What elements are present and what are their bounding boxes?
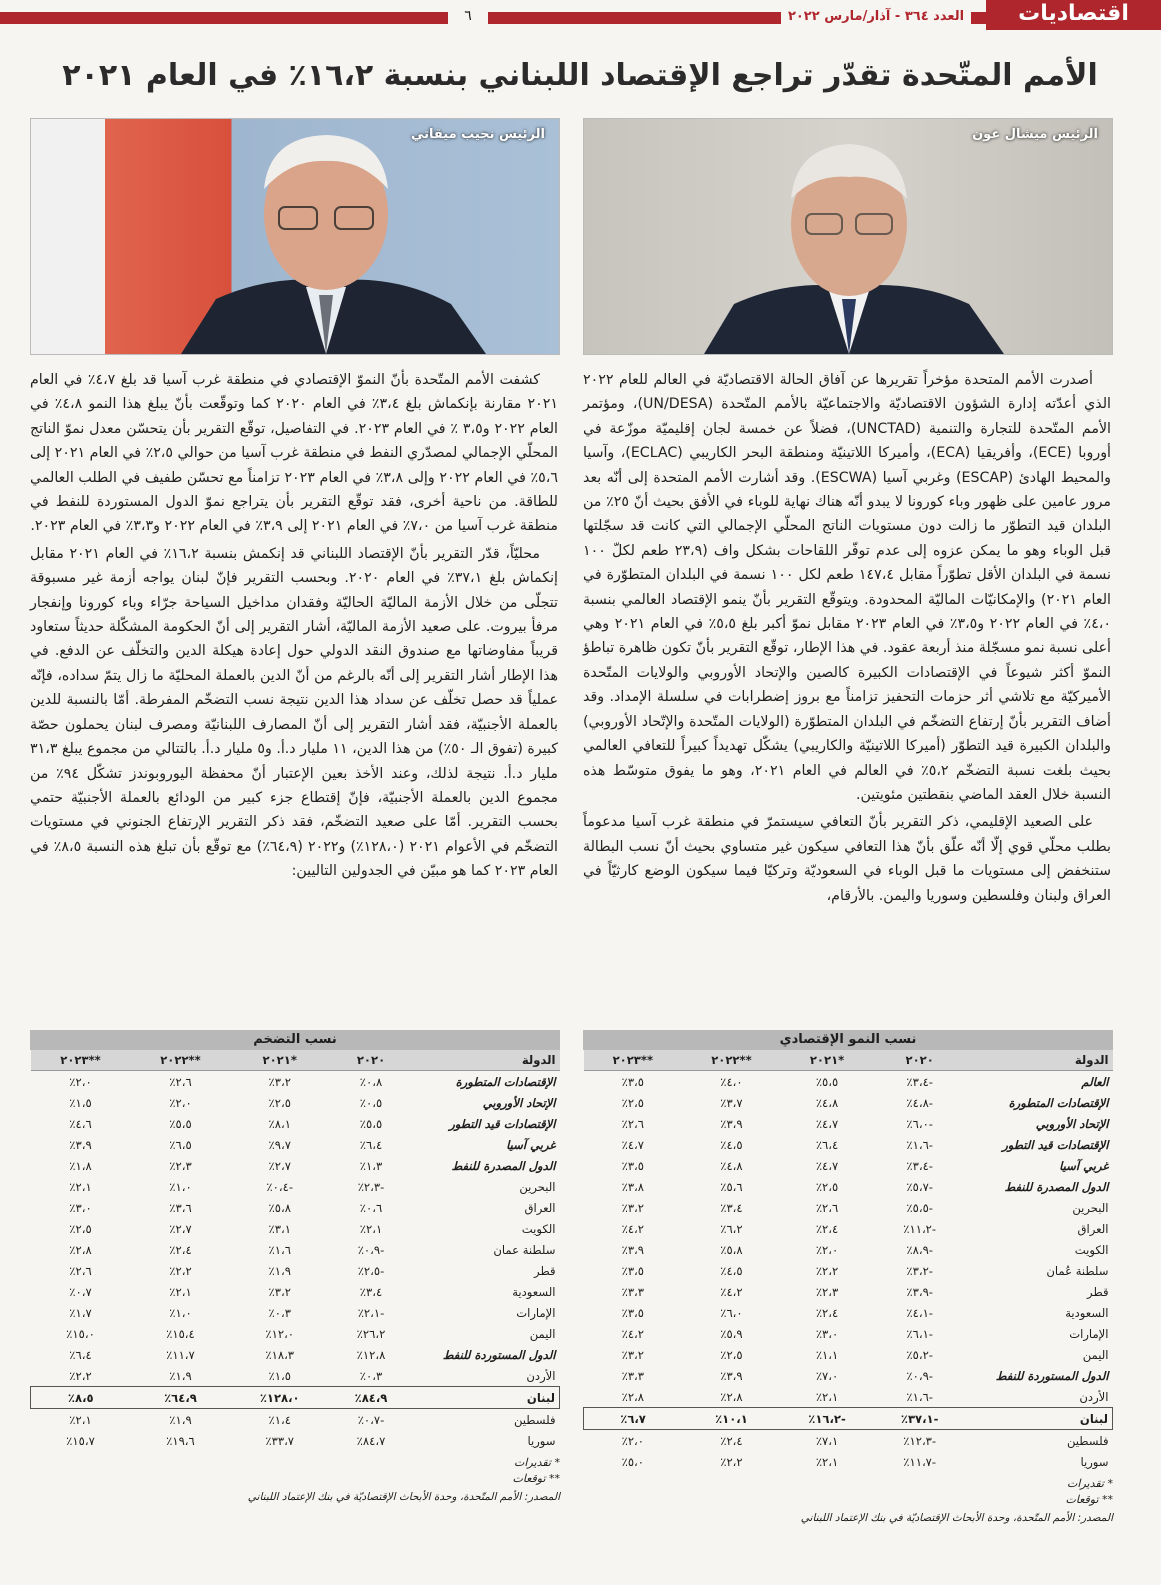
column-header: *٢٠٢١ [230, 1050, 329, 1071]
column-header: **٢٠٢٣ [31, 1050, 131, 1071]
row-label: الدول المصدرة للنفط [1004, 1179, 1109, 1194]
table-row [31, 1430, 560, 1451]
table-row [31, 1409, 560, 1431]
table-header-row [31, 1050, 560, 1071]
row-label: العالم [1081, 1074, 1109, 1089]
row-label: الإتحاد الأوروبي [482, 1095, 556, 1110]
value-cell: ٥،٨٪ [268, 1200, 291, 1215]
value-cell: ٢،٦٪ [621, 1116, 645, 1131]
table-row [584, 1134, 1113, 1155]
value-cell: ١٩،٦٪ [166, 1433, 195, 1448]
value-cell: ٤،٨٪ [815, 1095, 839, 1110]
photo-president-aoun [583, 118, 1113, 355]
row-label: السعودية [512, 1284, 556, 1299]
value-cell: ٢،٤٪ [169, 1242, 192, 1257]
value-cell: ٦،٤٪ [815, 1137, 839, 1152]
value-cell: ١٢،٠٪ [265, 1326, 295, 1341]
value-cell: ٦،٠٪ [720, 1305, 743, 1320]
paragraph: أصدرت الأمم المتحدة مؤخراً تقريرها عن آفاق الحالة الاقتصاديّة في العالم للعام ٢٠٢٢ الذي أعدّته إدارة الشؤون الاقتصاديّة والاجتماعيّة بالأمم المتّحدة (UN/DESA)، ومؤتمر الأمم المتّحدة للتجارة والتنمية (UNCTAD)، فضلاً عن خمسة لجان إقليميّة موزّعة في أوروبا (ECE)، وأفريقيا (ECA)، وأميركا اللاتينيّة ومنطقة البحر الكاريبي (ECLAC)، وآسيا والمحيط الهادئ (ESCAP) وغربي آسيا (ESCWA). وقد أشارت الأمم المتحدة إلى أنّه بعد مرور عامين على ظهور وباء كورونا لا يبدو أنّه هناك نهاية للوباء في الأفق بحيث أنّ ٢٥٪ من البلدان قيد التطوّر ما زالت دون مستويات الناتج المحلّي الإجمالي التي كانت قد سجّلتها قبل الوباء وهو ما يمكن عزوه إلى عدم توفّر اللقاحات بشكل واف (٢٣،٩ طعم لكلّ ١٠٠ نسمة في البلدان الأقل تطوّراً مقابل ١٤٧،٤ طعم لكل ١٠٠ نسمة في البلدان المتطوّرة في العام ٢٠٢١) والإمكانيّات الماليّة المحدودة. ويتوقّع التقرير بأنّ ينمو الإقتصاد العالمي بنسبة ٤،٠٪ في العام ٢٠٢٢ و٣،٥٪ في العام ٢٠٢٣ مقابل نموّ أكبر بلغ ٥،٥٪ في العام ٢٠٢١ وهي أعلى نسبة نمو مسجّلة منذ أربعة عقود. في هذا الإطار، توقّع التقرير بأنّ تكون ظاهرة تباطؤ النموّ أكثر شيوعاً في الإقتصادات الكبيرة كالصين والإتحاد الأوروبي والولايات المتّحدة الأميركيّة مع تلاشي أثر حزمات التحفيز تزامناً مع بروز إضطرابات في سلسلة الإمداد. وقد أضاف التقرير بأنّ إرتفاع التضخّم في البلدان المتطوّرة (الولايات المتّحدة والإتّحاد الأوروبي) والبلدان الكبيرة قيد التطوّر (أميركا اللاتينيّة والكاريبي) يشكّل تهديداً كبيراً للتعافي العالمي بحيث بلغت نسبة التضخّم ٥،٢٪ في العالم في العام ٢٠٢١، وهو ما يفوق متوسّط هذه النسبة خلال العقد الماضي بنقطتين مئويتين. [583, 372, 1112, 803]
value-cell: -٣،٤٪ [906, 1074, 933, 1089]
value-cell: ٢،١٪ [359, 1221, 383, 1236]
value-cell: ٠،٨٪ [359, 1074, 383, 1089]
value-cell: -٤،١٪ [906, 1305, 933, 1320]
value-cell: ٦،٥٪ [169, 1137, 192, 1152]
value-cell: ٣،٥٪ [621, 1158, 645, 1173]
value-cell: -٦،٠٪ [906, 1116, 933, 1131]
value-cell: ٢،١٪ [169, 1284, 192, 1299]
column-header: **٢٠٢٣ [584, 1050, 683, 1071]
value-cell: ٢،٦٪ [169, 1074, 192, 1089]
photo-prime-minister-mikati [30, 118, 560, 355]
article-headline: الأمم المتّحدة تقدّر تراجع الإقتصاد اللبناني بنسبة ١٦،٢٪ في العام ٢٠٢١ [62, 58, 1098, 93]
value-cell: ٢،٢٪ [720, 1454, 743, 1469]
row-label: غربي آسيا [506, 1137, 556, 1152]
value-cell: ٦،٤٪ [359, 1137, 383, 1152]
column-header: الدولة [413, 1050, 560, 1071]
table-row [31, 1197, 560, 1218]
value-cell: ٠،٥٪ [359, 1095, 383, 1110]
value-cell: ٢،٧٪ [268, 1158, 291, 1173]
value-cell: ٣،٤٪ [359, 1284, 383, 1299]
table-notes [583, 1476, 1113, 1508]
value-cell: -١٦،٢٪ [781, 1408, 874, 1430]
table-row [31, 1239, 560, 1260]
value-cell: -٦،١٪ [906, 1326, 933, 1341]
row-label: الإمارات [1069, 1326, 1109, 1341]
value-cell: ٤،٧٪ [621, 1137, 645, 1152]
table-row [584, 1365, 1113, 1386]
value-cell: ٣،٢٪ [268, 1074, 291, 1089]
note-estimates: * تقديرات [514, 1456, 560, 1469]
row-label: اليمن [1082, 1347, 1109, 1362]
value-cell: ٢،٦٪ [815, 1200, 839, 1215]
table-row [584, 1071, 1113, 1093]
table-row [31, 1176, 560, 1197]
table-row [584, 1113, 1113, 1134]
value-cell: ٣،٧٪ [720, 1095, 743, 1110]
value-cell: ١٢٨،٠٪ [230, 1387, 329, 1409]
value-cell: ٨،١٪ [268, 1116, 291, 1131]
value-cell: -٣،٩٪ [906, 1284, 933, 1299]
value-cell: -١،٦٪ [906, 1137, 933, 1152]
value-cell: ١،٩٪ [268, 1263, 291, 1278]
table-row [31, 1387, 560, 1409]
value-cell: ٤،٥٪ [720, 1263, 743, 1278]
value-cell: -٢،١٪ [357, 1305, 385, 1320]
value-cell: ٢،٢٪ [69, 1368, 92, 1383]
value-cell: ١٢،٨٪ [356, 1347, 386, 1362]
table-row [31, 1155, 560, 1176]
value-cell: ٦،٤٪ [69, 1347, 92, 1362]
table-row [31, 1113, 560, 1134]
value-cell: ٣،٠٪ [69, 1200, 92, 1215]
value-cell: ٢،٢٪ [815, 1263, 839, 1278]
value-cell: -٠،٧٪ [357, 1412, 385, 1427]
value-cell: ٨٤،٩٪ [329, 1387, 413, 1409]
row-label: الدول المستوردة للنفط [995, 1368, 1109, 1383]
value-cell: -٣٧،١٪ [873, 1408, 966, 1430]
value-cell: ٥،٥٪ [359, 1116, 383, 1131]
article-column-left [30, 368, 558, 887]
value-cell: ٧،٠٪ [815, 1368, 839, 1383]
table-source: المصدر: الأمم المتّحدة، وحدة الأبحاث الإقتصاديّة في بنك الإعتماد اللبناني [247, 1491, 560, 1503]
photo-caption: الرئيس نجيب ميقاتي [411, 127, 545, 142]
value-cell: ٢،٨٪ [621, 1389, 645, 1404]
value-cell: ٣،٩٪ [720, 1368, 743, 1383]
table-row [31, 1344, 560, 1365]
table-row [31, 1092, 560, 1113]
table-row [584, 1408, 1113, 1430]
issue-label: العدد ٣٦٤ - آذار/مارس ٢٠٢٢ [781, 6, 971, 28]
row-label: العراق [524, 1200, 556, 1215]
value-cell: ٢،٤٪ [815, 1221, 839, 1236]
value-cell: ٣،٢٪ [621, 1347, 645, 1362]
portrait-mikati-image [31, 119, 559, 354]
value-cell: ١،٤٪ [268, 1412, 291, 1427]
value-cell: ٤،٢٪ [621, 1221, 645, 1236]
value-cell: ١،٧٪ [69, 1305, 92, 1320]
value-cell: ٢،٥٪ [268, 1095, 291, 1110]
value-cell: ١،٣٪ [359, 1158, 383, 1173]
value-cell: ٤،٨٪ [720, 1158, 743, 1173]
value-cell: ٣،٢٪ [268, 1284, 291, 1299]
value-cell: -٣،٤٪ [906, 1158, 933, 1173]
row-label: البحرين [1072, 1200, 1109, 1215]
value-cell: -٥،٧٪ [906, 1179, 933, 1194]
value-cell: ٢،٨٪ [720, 1389, 743, 1404]
table-row [31, 1323, 560, 1344]
article-column-right [583, 368, 1111, 911]
value-cell: ٢،٥٪ [69, 1221, 92, 1236]
value-cell: -٨،٩٪ [906, 1242, 933, 1257]
value-cell: ٠،٧٪ [69, 1284, 92, 1299]
column-header: الدولة [966, 1050, 1113, 1071]
value-cell: -١١،٢٪ [903, 1221, 937, 1236]
value-cell: ٢٦،٢٪ [356, 1326, 386, 1341]
value-cell: ٤،٠٪ [720, 1074, 743, 1089]
value-cell: ٧،١٪ [815, 1433, 839, 1448]
paragraph: كشفت الأمم المتّحدة بأنّ النموّ الإقتصادي في منطقة غرب آسيا قد بلغ ٤،٧٪ في العام ٢٠٢١ مقارنة بإنكماش بلغ ٣،٤٪ في العام ٢٠٢٠ كما وتوقّعت بأنّ يبلغ هذا النمو ٤،٨٪ في العام ٢٠٢٢ و٣،٥ ٪ في العام ٢٠٢٣. في التفاصيل، توقّع التقرير بأن يتحسّن معدل نموّ الناتج المحلّي الإجمالي لمصدّري النفط في منطقة غرب آسيا من حوالي ٢،٥٪ في العام ٢٠٢١ إلى ٥،٦٪ في العام ٢٠٢٢ وإلى ٣،٨٪ في العام ٢٠٢٣ تزامناً مع تحسّن طفيف في الطلب العالمي للطاقة. من ناحية أخرى، فقد توقّع التقرير بأن يتراجع نموّ الدول المستوردة للنفط في منطقة غرب آسيا من ٧،٠٪ في العام ٢٠٢١ إلى ٣،٩٪ في العام ٢٠٢٢ و٣،٣٪ في العام ٢٠٢٣. [30, 372, 558, 535]
value-cell: ٥،٠٪ [621, 1454, 645, 1469]
value-cell: ٥،٨٪ [720, 1242, 743, 1257]
value-cell: ٣،٨٪ [621, 1179, 645, 1194]
top-bar [0, 0, 1161, 38]
value-cell: ٢،٠٪ [69, 1074, 92, 1089]
value-cell: ١،٨٪ [69, 1158, 92, 1173]
row-label: السعودية [1065, 1305, 1109, 1320]
value-cell: ٦،٢٪ [720, 1221, 743, 1236]
value-cell: -٠،٩٪ [357, 1242, 385, 1257]
row-label: الإقتصادات قيد التطور [1002, 1137, 1109, 1152]
table-row [584, 1218, 1113, 1239]
value-cell: ٣،٥٪ [621, 1305, 645, 1320]
row-label: الدول المستوردة للنفط [442, 1347, 556, 1362]
value-cell: ٨٤،٧٪ [356, 1433, 386, 1448]
row-label: البحرين [519, 1179, 556, 1194]
value-cell: ٢،١٪ [69, 1179, 92, 1194]
inflation-rates-table [30, 1030, 560, 1503]
value-cell: ٢،٥٪ [621, 1095, 645, 1110]
growth-rates-table [583, 1030, 1113, 1524]
column-header: *٢٠٢١ [781, 1050, 874, 1071]
section-title: اقتصاديات [986, 0, 1161, 30]
column-header: **٢٠٢٢ [130, 1050, 230, 1071]
value-cell: ٤،٦٪ [69, 1116, 92, 1131]
row-label: الأردن [526, 1368, 556, 1383]
value-cell: ١،٥٪ [69, 1095, 92, 1110]
table-row [584, 1092, 1113, 1113]
value-cell: ٢،٢٪ [169, 1263, 192, 1278]
value-cell: ٢،٤٪ [815, 1305, 839, 1320]
value-cell: ٣،٠٪ [815, 1326, 839, 1341]
value-cell: -٥،٢٪ [906, 1347, 933, 1362]
row-label: سوريا [527, 1433, 556, 1448]
table-row [584, 1451, 1113, 1472]
paragraph: محليّاً، قدّر التقرير بأنّ الإقتصاد اللبناني قد إنكمش بنسبة ١٦،٢٪ في العام ٢٠٢١ مقابل إنكماش بلغ ٣٧،١٪ في العام ٢٠٢٠. وبحسب التقرير فإنّ لبنان يواجه أزمة غير مسبوقة تتجلّى من خلال الأزمة الماليّة الحاليّة وفقدان مداخيل السياحة جرّاء وباء كورونا وإنفجار مرفأ بيروت. على صعيد الأزمة الماليّة، أشار التقرير إلى أنّ الحكومة المشكّلة حديثاً ستعاود قريباً مفاوضاتها مع صندوق النقد الدولي حول إعادة هيكلة الدين والتخلّف عن الدفع. في هذا الإطار أشار التقرير إلى أنّه بالرغم من أنّ الدين بالعملة المحليّة ما زال يتمّ سداده، فإنّه عملياً قد حصل تخلّف عن سداد هذا الدين نتيجة نسب التضخّم المفرطة. أمّا بالنسبة للدين بالعملة الأجنبيّة، فقد أشار التقرير إلى أنّ المصارف اللبنانيّة ومصرف لبنان يحملون حصّة كبيرة (تفوق الـ ٥٠٪) من هذا الدين، ١١ مليار د.أ. و٥ مليار د.أ. بالتتالي من مجموع يبلغ ٣١،٣ مليار د.أ. نتيجة لذلك، وعند الأخذ بعين الإعتبار أنّ محفظة اليوروبوندز تشكّل ٩٤٪ من مجموع الدين بالعملة الأجنبيّة، فإنّ إقتطاع جزء كبير من الودائع بالعملة الأجنبيّة حتمي بحسب التقرير. أمّا على صعيد التضخّم، فقد ذكر التقرير الإرتفاع الجنوني في مستويات التضخّم في الأعوام ٢٠٢١ (١٢٨،٠٪) و٢٠٢٢ (٦٤،٩٪) مع توقّع بأن تبلغ هذه النسبة ٨،٥٪ في العام ٢٠٢٣ كما هو مبيّن في الجدولين التاليين: [30, 545, 559, 880]
value-cell: ٢،١٪ [815, 1454, 839, 1469]
row-label: سلطنة عمان [493, 1242, 556, 1257]
value-cell: -٣،٢٪ [906, 1263, 933, 1278]
table-row [31, 1218, 560, 1239]
value-cell: -٢،٥٪ [357, 1263, 385, 1278]
value-cell: ٨،٥٪ [31, 1387, 131, 1409]
value-cell: ١٥،٧٪ [66, 1433, 95, 1448]
row-label: لبنان [966, 1408, 1113, 1430]
row-label: سلطنة عُمان [1046, 1263, 1109, 1278]
value-cell: ٤،٢٪ [720, 1284, 743, 1299]
value-cell: ٤،٧٪ [815, 1116, 839, 1131]
row-label: قطر [1087, 1284, 1109, 1299]
value-cell: -٢،٣٪ [357, 1179, 385, 1194]
value-cell: ٤،٥٪ [720, 1137, 743, 1152]
portrait-aoun-image [584, 119, 1112, 354]
value-cell: ٢،٣٪ [169, 1158, 192, 1173]
table-row [584, 1260, 1113, 1281]
row-label: الكويت [1074, 1242, 1109, 1257]
inflation-table-grid [30, 1050, 560, 1451]
value-cell: ١٥،٤٪ [166, 1326, 195, 1341]
table-title: نسب التضخم [30, 1030, 560, 1050]
table-row [31, 1071, 560, 1093]
value-cell: ٤،٧٪ [815, 1158, 839, 1173]
value-cell: ٥،٥٪ [169, 1116, 192, 1131]
row-label: الإمارات [516, 1305, 556, 1320]
value-cell: ٠،٣٪ [359, 1368, 383, 1383]
table-header-row [584, 1050, 1113, 1071]
column-header: ٢٠٢٠ [329, 1050, 413, 1071]
value-cell: ٢،٠٪ [621, 1433, 645, 1448]
row-label: الإقتصادات المتطورة [455, 1074, 556, 1089]
row-label: غربي آسيا [1059, 1158, 1109, 1173]
value-cell: ٢،٠٪ [815, 1242, 839, 1257]
value-cell: ٥،٩٪ [720, 1326, 743, 1341]
row-label: الكويت [521, 1221, 556, 1236]
value-cell: ١١،٧٪ [166, 1347, 195, 1362]
value-cell: ٦٤،٩٪ [130, 1387, 230, 1409]
photo-caption: الرئيس ميشال عون [972, 127, 1098, 142]
column-header: **٢٠٢٢ [682, 1050, 781, 1071]
value-cell: ٤،٢٪ [621, 1326, 645, 1341]
value-cell: ٣،٥٪ [621, 1074, 645, 1089]
value-cell: ١،٩٪ [169, 1368, 192, 1383]
value-cell: ٣،١٪ [268, 1221, 291, 1236]
note-forecasts: ** توقعات [512, 1472, 560, 1485]
value-cell: ٩،٧٪ [268, 1137, 291, 1152]
table-row [584, 1344, 1113, 1365]
row-label: فلسطين [1066, 1433, 1109, 1448]
value-cell: ١،١٪ [815, 1347, 839, 1362]
value-cell: ١،٩٪ [169, 1412, 192, 1427]
table-row [584, 1386, 1113, 1408]
table-row [31, 1260, 560, 1281]
value-cell: ٢،١٪ [69, 1412, 92, 1427]
value-cell: ٦،٧٪ [584, 1408, 683, 1430]
row-label: الإتحاد الأوروبي [1035, 1116, 1109, 1131]
value-cell: -١،٦٪ [906, 1389, 933, 1404]
value-cell: ٣،٦٪ [169, 1200, 192, 1215]
value-cell: ١،٠٪ [169, 1179, 192, 1194]
value-cell: ٥،٦٪ [720, 1179, 743, 1194]
table-title: نسب النمو الإقتصادي [583, 1030, 1113, 1050]
value-cell: ٢،٧٪ [169, 1221, 192, 1236]
value-cell: -٥،٥٪ [906, 1200, 933, 1215]
value-cell: -٤،٨٪ [906, 1095, 933, 1110]
value-cell: ٢،٦٪ [69, 1263, 92, 1278]
row-label: العراق [1077, 1221, 1109, 1236]
value-cell: ١،٦٪ [268, 1242, 291, 1257]
table-row [584, 1155, 1113, 1176]
page-number: ٦ [448, 3, 488, 29]
value-cell: ٠،٦٪ [359, 1200, 383, 1215]
table-row [31, 1365, 560, 1387]
table-row [584, 1281, 1113, 1302]
table-row [31, 1281, 560, 1302]
growth-table-grid [583, 1050, 1113, 1472]
value-cell: -١٢،٣٪ [903, 1433, 937, 1448]
value-cell: ٣،٩٪ [69, 1137, 92, 1152]
value-cell: ٣،٢٪ [621, 1200, 645, 1215]
value-cell: ٢،٥٪ [720, 1347, 743, 1362]
value-cell: -١١،٧٪ [903, 1454, 937, 1469]
table-source: المصدر: الأمم المتّحدة، وحدة الأبحاث الإقتصاديّة في بنك الإعتماد اللبناني [800, 1512, 1113, 1524]
value-cell: ٣،٥٪ [621, 1263, 645, 1278]
value-cell: -٠،٤٪ [266, 1179, 294, 1194]
value-cell: ٢،٤٪ [720, 1433, 743, 1448]
value-cell: ٣،٤٪ [720, 1200, 743, 1215]
value-cell: ١٥،٠٪ [66, 1326, 95, 1341]
value-cell: ٢،٥٪ [815, 1179, 839, 1194]
row-label: سوريا [1080, 1454, 1109, 1469]
value-cell: ١،٥٪ [268, 1368, 291, 1383]
value-cell: ١،٠٪ [169, 1305, 192, 1320]
value-cell: ٣،٩٪ [621, 1242, 645, 1257]
value-cell: ١٠،١٪ [682, 1408, 781, 1430]
table-row [584, 1430, 1113, 1452]
row-label: لبنان [413, 1387, 560, 1409]
table-row [31, 1134, 560, 1155]
row-label: الدول المصدرة للنفط [451, 1158, 556, 1173]
value-cell: ٢،١٪ [815, 1389, 839, 1404]
table-notes [30, 1455, 560, 1487]
value-cell: ٢،٨٪ [69, 1242, 92, 1257]
row-label: قطر [534, 1263, 556, 1278]
value-cell: -٠،٩٪ [906, 1368, 933, 1383]
table-row [584, 1176, 1113, 1197]
table-row [31, 1302, 560, 1323]
column-header: ٢٠٢٠ [873, 1050, 966, 1071]
table-row [584, 1323, 1113, 1344]
value-cell: ٣،٩٪ [720, 1116, 743, 1131]
value-cell: ٢،٣٪ [815, 1284, 839, 1299]
value-cell: ٠،٣٪ [268, 1305, 291, 1320]
value-cell: ٢،٠٪ [169, 1095, 192, 1110]
row-label: فلسطين [513, 1412, 556, 1427]
table-row [584, 1239, 1113, 1260]
table-row [584, 1302, 1113, 1323]
row-label: اليمن [529, 1326, 556, 1341]
value-cell: ٣،٣٪ [621, 1368, 645, 1383]
row-label: الأردن [1079, 1389, 1109, 1404]
row-label: الإقتصادات المتطورة [1008, 1095, 1109, 1110]
value-cell: ٣،٣٪ [621, 1284, 645, 1299]
note-forecasts: ** توقعات [1065, 1493, 1113, 1506]
paragraph: على الصعيد الإقليمي، ذكر التقرير بأنّ التعافي سيستمرّ في منطقة غرب آسيا مدعوماً بطلب محلّي قوي إلّا أنّه علّق بأنّ هذا التعافي سيكون غير متساوي بحيث أنّ نسب البطالة ستنخفض إلى مستويات ما قبل الوباء في السعوديّة وتركيّا فيما سيكون الوضع كارثيّاً في العراق ولبنان وفلسطين وسوريا واليمن. بالأرقام، [583, 814, 1111, 904]
note-estimates: * تقديرات [1067, 1477, 1113, 1490]
row-label: الإقتصادات قيد التطور [449, 1116, 556, 1131]
value-cell: ٣٣،٧٪ [265, 1433, 295, 1448]
value-cell: ١٨،٣٪ [265, 1347, 295, 1362]
value-cell: ٥،٥٪ [815, 1074, 839, 1089]
table-row [584, 1197, 1113, 1218]
